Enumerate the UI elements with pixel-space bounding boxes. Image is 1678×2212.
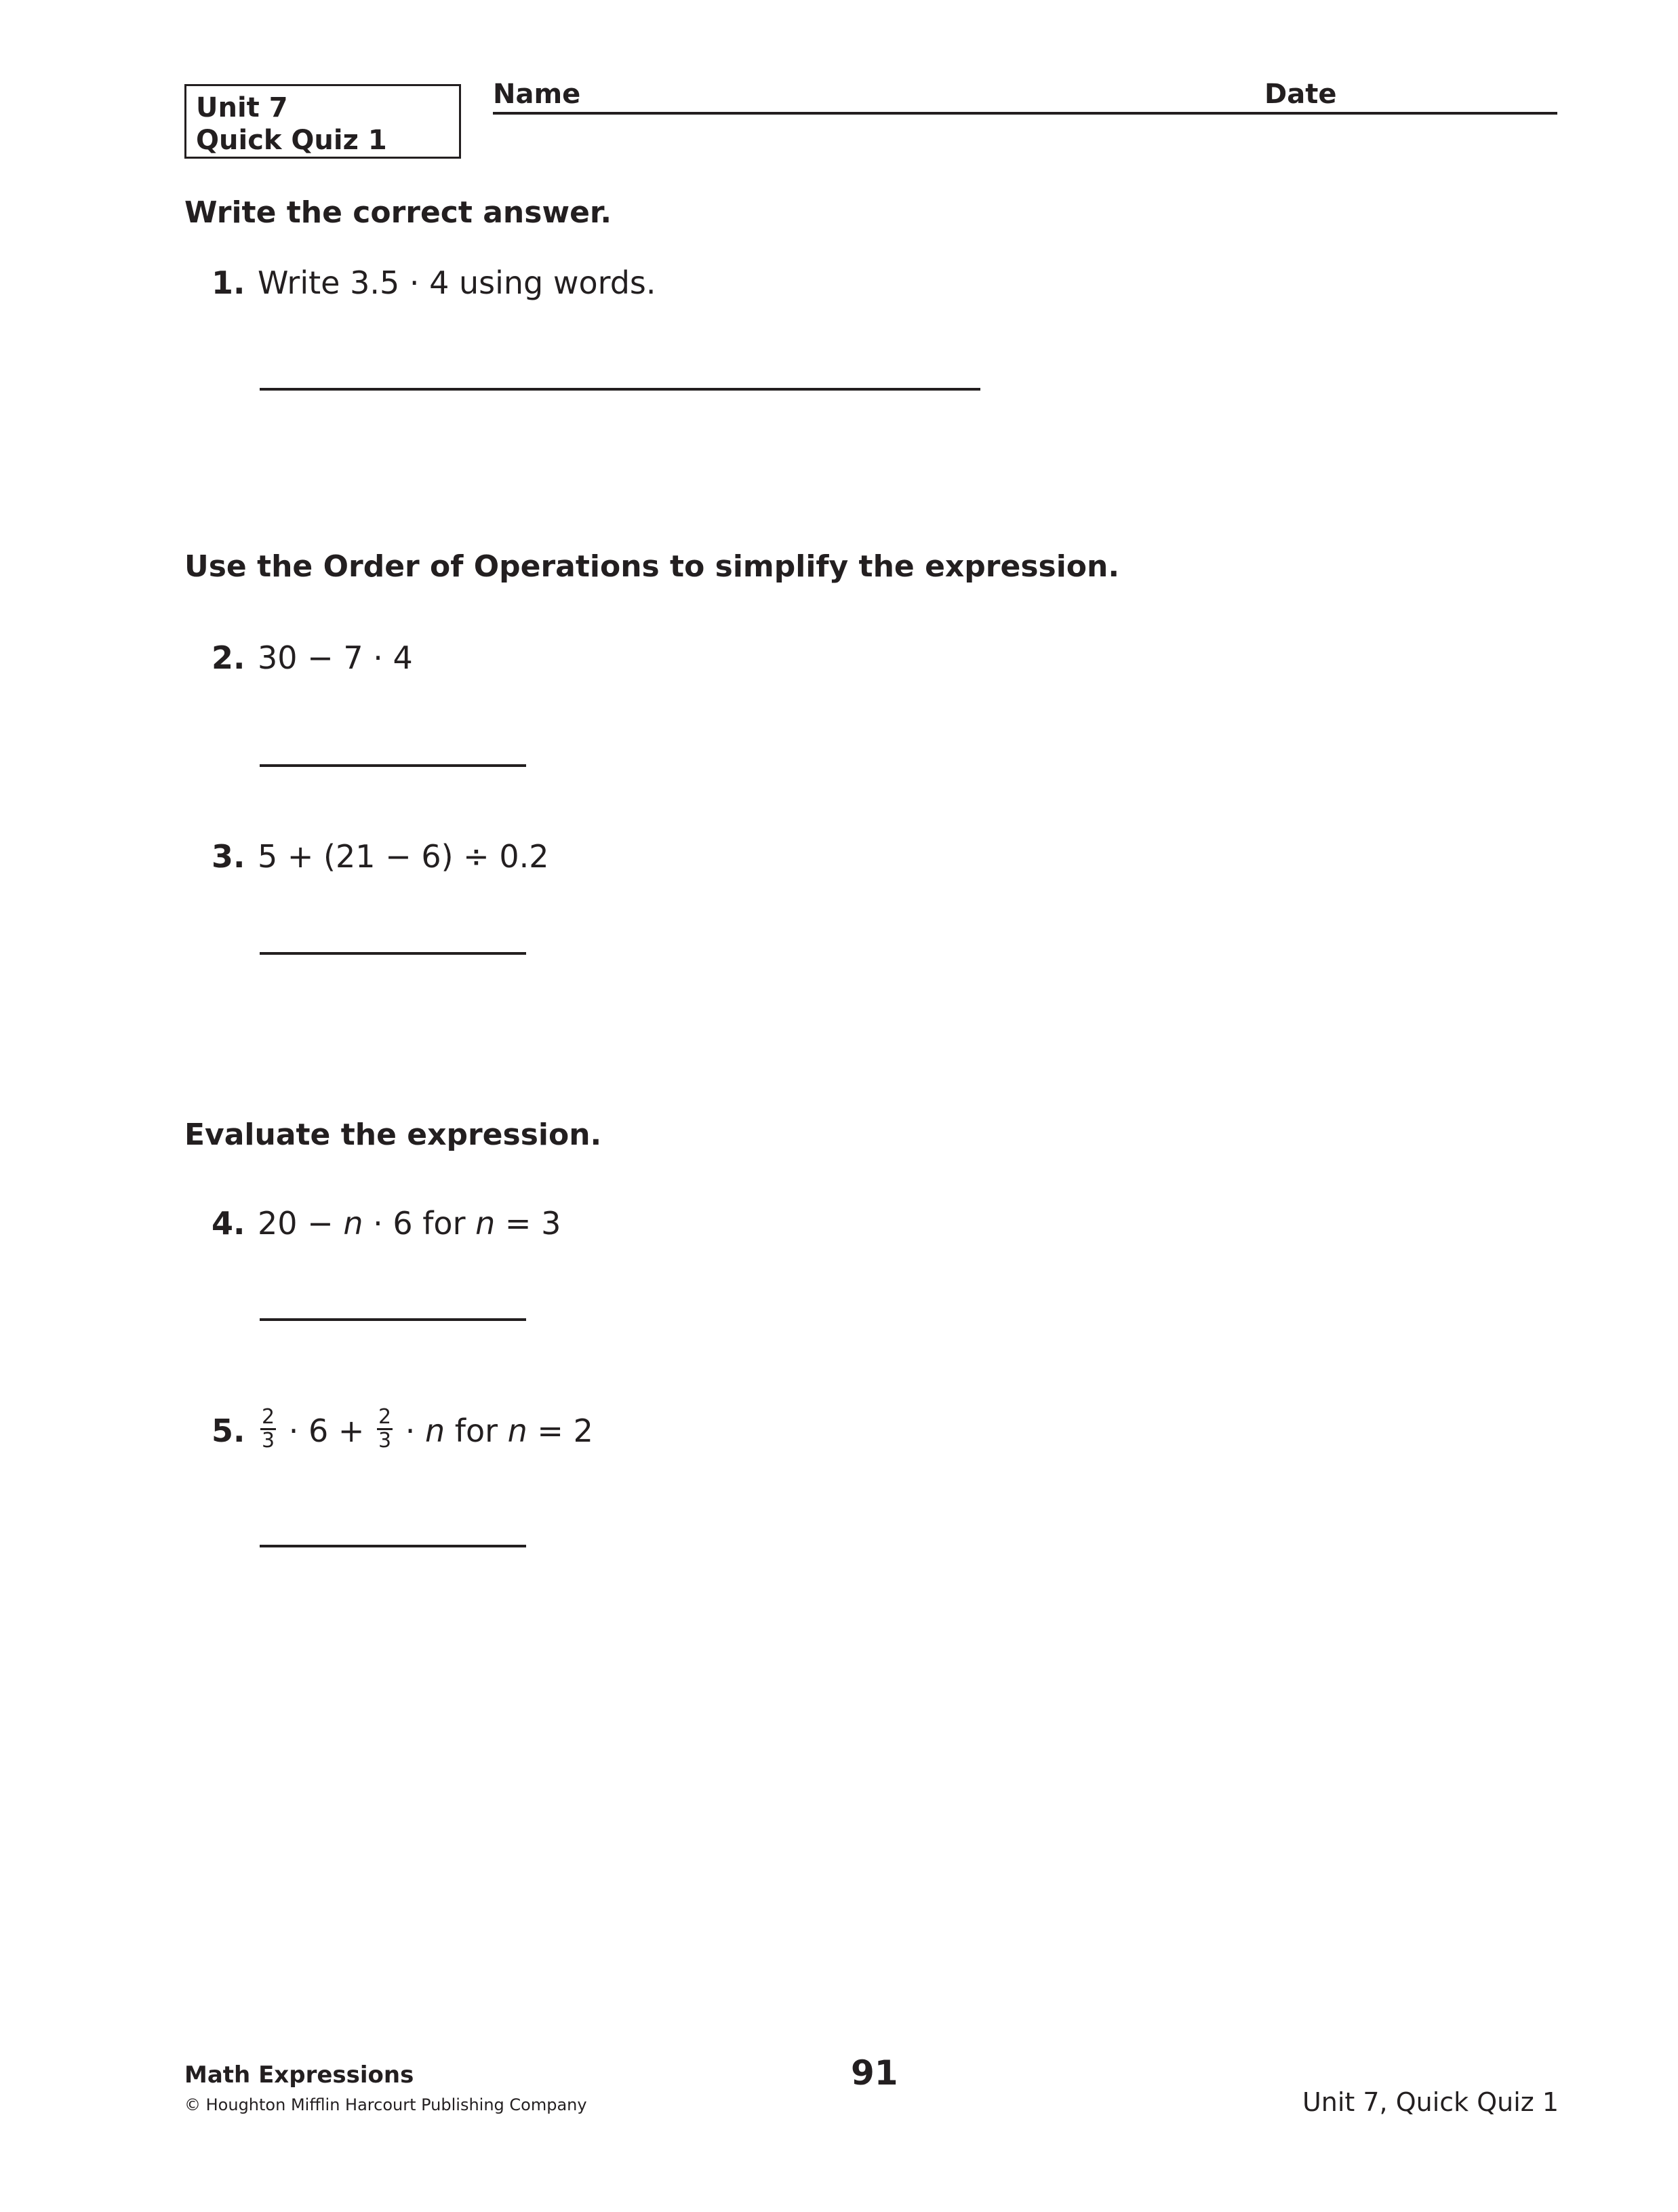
expr-part: ·	[395, 1413, 425, 1449]
fraction-two-thirds	[260, 1406, 276, 1452]
expr-part: 20 −	[258, 1205, 344, 1242]
expr-part: = 3	[495, 1205, 561, 1242]
problem-text: Write 3.5 · 4 using words.	[258, 264, 656, 301]
fraction-numerator: 2	[378, 1405, 392, 1429]
fraction-denominator: 3	[378, 1429, 392, 1453]
date-label: Date	[1264, 79, 1337, 110]
fraction-two-thirds	[377, 1406, 393, 1452]
expr-part: = 2	[527, 1413, 593, 1449]
problem-number: 2.	[212, 639, 245, 676]
problem-number: 4.	[212, 1205, 245, 1242]
footer-brand: Math Expressions	[184, 2061, 414, 2089]
problem-text: 5 + (21 − 6) ÷ 0.2	[258, 838, 549, 875]
answer-line-3[interactable]	[260, 952, 526, 955]
section-heading-write-answer: Write the correct answer.	[184, 195, 612, 230]
problem-2	[212, 639, 413, 676]
problem-3	[212, 838, 548, 875]
section-heading-evaluate: Evaluate the expression.	[184, 1118, 602, 1152]
variable-n: n	[343, 1205, 363, 1242]
expr-part: · 6 +	[279, 1413, 375, 1449]
section-heading-order-of-operations: Use the Order of Operations to simplify the expression.	[184, 549, 1120, 584]
page-number: 91	[851, 2053, 898, 2093]
problem-number: 1.	[212, 264, 245, 301]
problem-5	[212, 1405, 593, 1456]
footer-quiz-label: Unit 7, Quick Quiz 1	[1302, 2087, 1559, 2117]
expr-part: · 6 for	[363, 1205, 476, 1242]
problem-1	[212, 264, 656, 301]
name-label: Name	[493, 79, 581, 110]
answer-line-2[interactable]	[260, 764, 526, 767]
variable-n: n	[424, 1413, 445, 1449]
answer-line-1[interactable]	[260, 388, 980, 391]
fraction-numerator: 2	[262, 1405, 275, 1429]
quiz-label: Quick Quiz 1	[196, 125, 387, 156]
problem-4	[212, 1205, 561, 1242]
unit-label: Unit 7	[196, 92, 288, 123]
footer-copyright: © Houghton Mifflin Harcourt Publishing Company	[184, 2095, 587, 2114]
problem-number: 3.	[212, 838, 245, 875]
variable-n: n	[475, 1205, 496, 1242]
unit-title-box	[184, 84, 461, 159]
name-date-line[interactable]	[493, 112, 1557, 115]
problem-number: 5.	[212, 1413, 245, 1449]
problem-text: 30 − 7 · 4	[258, 639, 413, 676]
variable-n: n	[507, 1413, 527, 1449]
answer-line-5[interactable]	[260, 1545, 526, 1547]
expr-part: for	[445, 1413, 508, 1449]
fraction-denominator: 3	[262, 1429, 275, 1453]
answer-line-4[interactable]	[260, 1318, 526, 1321]
